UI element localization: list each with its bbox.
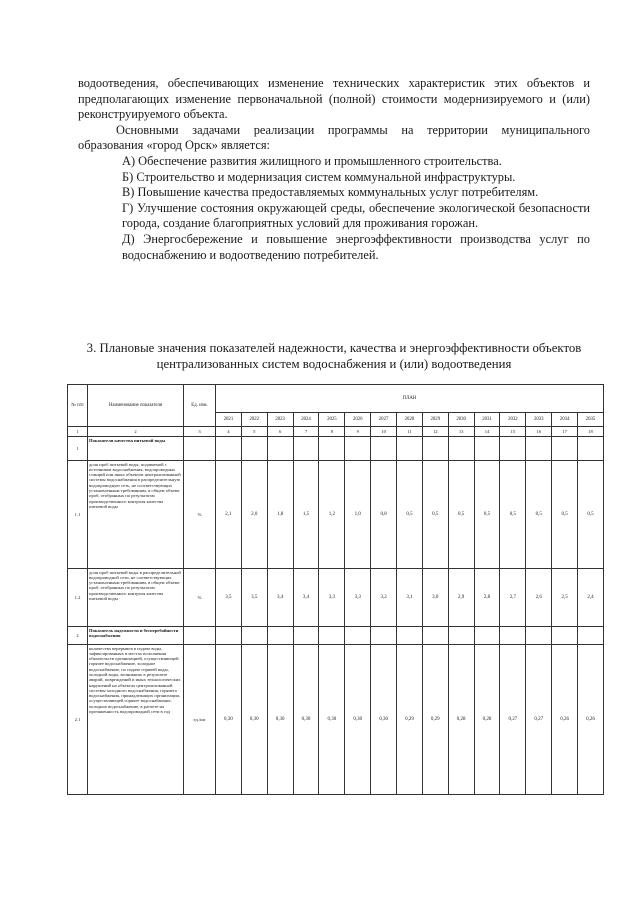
plan-value: 0,5 (397, 461, 423, 569)
plan-value: 0,5 (500, 461, 526, 569)
table-row (68, 569, 604, 627)
section-title: 3. Плановые значения показателей надежности, качества и энергоэффективности объектов централизованных систем водоснабжения и (или) водоотведения (86, 341, 582, 371)
table-row (68, 437, 604, 461)
table-body (68, 437, 604, 795)
plan-value (448, 437, 474, 461)
header-year: 2029 (422, 413, 448, 427)
column-number: 7 (293, 427, 319, 437)
plan-value: 0,28 (448, 645, 474, 795)
indicator-name: доля проб питьевой воды, подаваемой с источников водоснабжения, водопроводных станций или иных объектов централизованной системы водоснабжения в распределительную водопроводную сеть, не соответствующих установленным требованиям, в общем объеме проб, отобранных по результатам производственного контроля качества питьевой воды (88, 461, 184, 569)
plan-value: 0,30 (241, 645, 267, 795)
plan-value (474, 437, 500, 461)
plan-value (526, 627, 552, 645)
plan-value: 2,1 (216, 461, 242, 569)
indicator-unit: ед./км (184, 645, 216, 795)
header-year: 2031 (474, 413, 500, 427)
plan-value (448, 627, 474, 645)
plan-value (397, 627, 423, 645)
plan-value: 0,8 (371, 461, 397, 569)
plan-value: 0,26 (578, 645, 604, 795)
plan-value (216, 627, 242, 645)
plan-value: 2,4 (578, 569, 604, 627)
header-name: Наименование показателя (88, 385, 184, 427)
plan-value: 0,26 (552, 645, 578, 795)
plan-value: 2,7 (500, 569, 526, 627)
header-year: 2022 (241, 413, 267, 427)
plan-value: 2,9 (448, 569, 474, 627)
column-number: 4 (216, 427, 242, 437)
table-row (68, 461, 604, 569)
plan-value: 0,5 (578, 461, 604, 569)
tasks-list (78, 154, 590, 263)
plan-value (371, 437, 397, 461)
plan-value: 0,30 (267, 645, 293, 795)
plan-value (267, 437, 293, 461)
column-number: 16 (526, 427, 552, 437)
column-number: 11 (397, 427, 423, 437)
task-item-d: Д) Энергосбережение и повышение энергоэффективности производства услуг по водоснабжению и водоотведению потребителей. (122, 231, 590, 262)
plan-value: 0,5 (474, 461, 500, 569)
plan-value: 3,5 (241, 569, 267, 627)
section-name: Показатели качества питьевой воды (88, 437, 184, 461)
header-year: 2026 (345, 413, 371, 427)
plan-value: 0,27 (500, 645, 526, 795)
plan-value: 0,28 (474, 645, 500, 795)
plan-value: 3,0 (422, 569, 448, 627)
indicator-name: количества перерывов в подаче воды, зафиксированных в местах исполнения обязательств организацией, осуществляющей горячее водоснабжение, холодное водоснабжение, по подаче горячей воды, холодной воды, возникших в результате аварий, повреждений и иных технологических нарушений на объектах централизованной системы холодного водоснабжения, горячего водоснабжения, принадлежащих организации, осуществляющей горячее водоснабжение, холодное водоснабжение, в расчете на протяженность водопроводной сети в год (88, 645, 184, 795)
plan-value: 3,3 (345, 569, 371, 627)
plan-value: 3,4 (267, 569, 293, 627)
column-number: 12 (422, 427, 448, 437)
plan-value: 0,5 (552, 461, 578, 569)
plan-value (345, 437, 371, 461)
header-year: 2024 (293, 413, 319, 427)
indicator-name: доля проб питьевой воды в распределительной водопроводной сети, не соответствующих установленным требованиям, в общем объеме проб, отобранных по результатам производственного контроля качества питьевой воды (88, 569, 184, 627)
header-year: 2033 (526, 413, 552, 427)
plan-value (578, 437, 604, 461)
indicator-unit (184, 437, 216, 461)
plan-value (345, 627, 371, 645)
header-plan: ПЛАН (216, 385, 604, 413)
task-item-b: Б) Строительство и модернизация систем коммунальной инфраструктуры. (122, 169, 516, 184)
plan-value (216, 437, 242, 461)
row-number: 1.1 (68, 461, 88, 569)
header-year: 2027 (371, 413, 397, 427)
header-year: 2030 (448, 413, 474, 427)
column-number: 14 (474, 427, 500, 437)
task-item-a: А) Обеспечение развития жилищного и промышленного строительства. (122, 153, 502, 168)
plan-value: 1,5 (293, 461, 319, 569)
plan-value: 0,5 (422, 461, 448, 569)
header-year: 2025 (319, 413, 345, 427)
header-year: 2021 (216, 413, 242, 427)
indicators-table-wrapper (67, 384, 603, 795)
table-header-row (68, 385, 604, 413)
plan-value: 0,5 (526, 461, 552, 569)
column-number: 10 (371, 427, 397, 437)
plan-value: 2,8 (474, 569, 500, 627)
plan-value: 0,29 (422, 645, 448, 795)
column-number: 6 (267, 427, 293, 437)
plan-value: 0,30 (319, 645, 345, 795)
plan-value: 3,3 (319, 569, 345, 627)
header-num: № п/п (68, 385, 88, 427)
plan-value: 0,30 (345, 645, 371, 795)
plan-value: 3,5 (216, 569, 242, 627)
header-year: 2032 (500, 413, 526, 427)
table-row (68, 627, 604, 645)
plan-value (500, 437, 526, 461)
header-year: 2034 (552, 413, 578, 427)
plan-value (578, 627, 604, 645)
indicator-unit: % (184, 461, 216, 569)
plan-value (241, 627, 267, 645)
column-number: 8 (319, 427, 345, 437)
plan-value: 3,2 (371, 569, 397, 627)
plan-value (293, 627, 319, 645)
plan-value: 0,27 (526, 645, 552, 795)
plan-value (500, 627, 526, 645)
column-number: 2 (88, 427, 184, 437)
plan-value: 1,8 (267, 461, 293, 569)
plan-value (552, 437, 578, 461)
section-name: Показатель надежности и бесперебойности водоснабжения (88, 627, 184, 645)
plan-value: 3,4 (293, 569, 319, 627)
column-number: 3 (184, 427, 216, 437)
indicator-unit (184, 627, 216, 645)
row-number: 2.1 (68, 645, 88, 795)
column-number: 13 (448, 427, 474, 437)
plan-value: 2,0 (241, 461, 267, 569)
indicators-table (67, 384, 604, 795)
plan-value: 0,29 (397, 645, 423, 795)
plan-value: 1,0 (345, 461, 371, 569)
plan-value (552, 627, 578, 645)
plan-value (397, 437, 423, 461)
plan-value (319, 627, 345, 645)
plan-value (371, 627, 397, 645)
plan-value (293, 437, 319, 461)
row-number: 1 (68, 437, 88, 461)
header-year: 2028 (397, 413, 423, 427)
plan-value: 0,30 (371, 645, 397, 795)
plan-value: 0,30 (216, 645, 242, 795)
column-number: 15 (500, 427, 526, 437)
column-number: 1 (68, 427, 88, 437)
row-number: 1.2 (68, 569, 88, 627)
plan-value (422, 627, 448, 645)
plan-value: 3,1 (397, 569, 423, 627)
column-number: 17 (552, 427, 578, 437)
column-number: 18 (578, 427, 604, 437)
plan-value (267, 627, 293, 645)
table-column-numbers-row (68, 427, 604, 437)
header-year: 2023 (267, 413, 293, 427)
plan-value (241, 437, 267, 461)
column-number: 9 (345, 427, 371, 437)
plan-value (526, 437, 552, 461)
plan-value: 2,6 (526, 569, 552, 627)
plan-value: 1,2 (319, 461, 345, 569)
paragraph-continuation: водоотведения, обеспечивающих изменение технических характеристик этих объектов и предполагающих изменение первоначальной (полной) стоимости модернизируемого и (или) реконструируемого объекта. (78, 76, 590, 122)
column-number: 5 (241, 427, 267, 437)
plan-value (319, 437, 345, 461)
header-year: 2035 (578, 413, 604, 427)
indicator-unit: % (184, 569, 216, 627)
paragraph-tasks-intro: Основными задачами реализации программы на территории муниципального образования «город Орск» является: (78, 122, 590, 153)
plan-value: 2,5 (552, 569, 578, 627)
task-item-v: В) Повышение качества предоставляемых коммунальных услуг потребителям. (122, 185, 539, 200)
body-text (78, 76, 590, 263)
plan-value: 0,30 (293, 645, 319, 795)
plan-value: 0,5 (448, 461, 474, 569)
task-item-g: Г) Улучшение состояния окружающей среды, обеспечение экологической безопасности города, создание благоприятных условий для проживания горожан. (122, 200, 590, 231)
plan-value (474, 627, 500, 645)
table-row (68, 645, 604, 795)
plan-value (422, 437, 448, 461)
row-number: 2 (68, 627, 88, 645)
header-unit: Ед. изм. (184, 385, 216, 427)
